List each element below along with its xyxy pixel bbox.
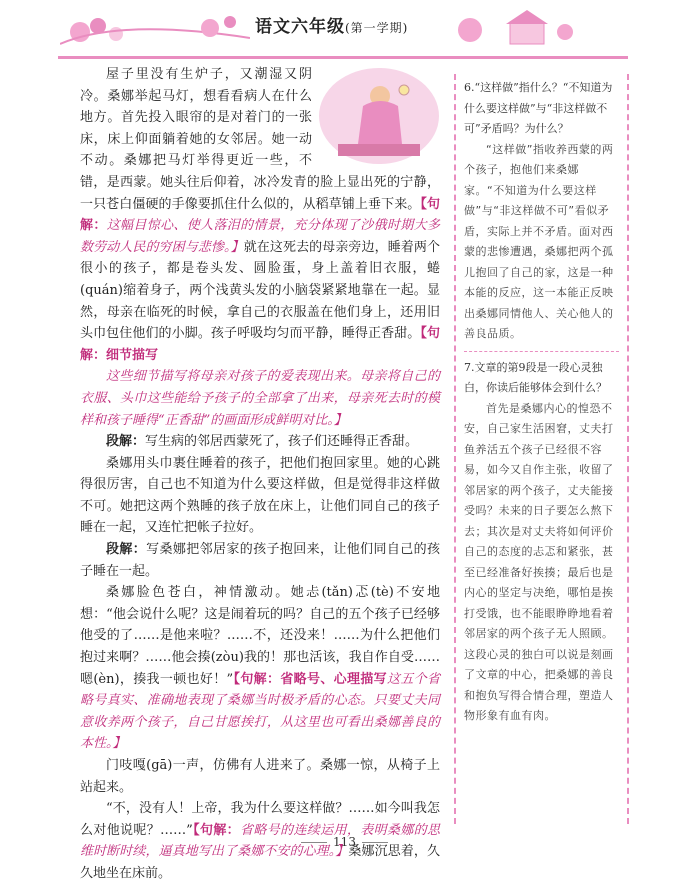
- sentence-note-label: 【句解：: [80, 196, 440, 234]
- page-header: [0, 0, 689, 70]
- page-number: 113: [333, 835, 356, 849]
- paragraph-summary-label: 段解：: [106, 542, 147, 558]
- floral-decoration-icon: [60, 8, 250, 46]
- question-7: 7.文章的第9段是一段心灵独白，你读后能够体会到什么？: [464, 360, 607, 394]
- paragraph-text: 门吱嘎(gā)一声，仿佛有人进来了。桑娜一惊，从椅子上站起来。: [80, 758, 440, 795]
- paragraph-text: 就在这死去的母亲旁边，睡着两个很小的孩子，都是卷头发、圆脸蛋，身上盖着旧衣服，蜷(quán)缩着身子，两个浅黄头发的小脑袋紧紧地靠在一起。显然，母亲在临死的时候，拿自己的衣服盖在他们身上，还用旧头巾包住他们的小脚。孩子呼吸均匀而平静，睡得正香甜。: [80, 239, 440, 342]
- answer-7: 首先是桑娜内心的惶恐不安，自己家生活困窘，丈夫打鱼养活五个孩子已经很不容易，如今又自作主张，收留了邻居家的两个孩子，丈夫能接受吗？未来的日子要怎么熬下去；其次是对丈夫将如何评价自己的态度的忐忑和紧张，甚至已经准备好挨揍；最后也是内心的坚定与决绝，哪怕是挨打受饿，也不能眼睁睁地看着邻居家的两个孩子无人照顾。这段心灵的独白可以说是刻画了文章的中心，把桑娜的善良和抱负写得合情合理，塑造人物形象有血有肉。: [464, 401, 614, 722]
- page-title: [255, 12, 408, 37]
- paragraph-summary-body: 写生病的邻居西蒙死了，孩子们还睡得正香甜。: [145, 434, 419, 450]
- question-6: 6.“这样做”指什么？“不知道为什么要这样做”与“非这样做不可”矛盾吗？为什么？: [464, 81, 613, 135]
- paragraph-2: [80, 453, 440, 539]
- page-footer: [0, 835, 689, 849]
- header-divider: [58, 56, 628, 59]
- sentence-note-body: 这些细节描写将母亲对孩子的爱表现出来。母亲将自己的衣服、头巾这些能给予孩子的全部拿了出来，母亲死去时的模样和孩子睡得“正香甜”的画面形成鲜明对比。】: [80, 369, 440, 428]
- paragraph-3: [80, 582, 440, 755]
- paragraph-4: [80, 755, 440, 798]
- paragraph-summary-body: 写桑娜把邻居家的孩子抱回来，让他们同自己的孩子睡在一起。: [80, 542, 440, 579]
- paragraph-1: [80, 64, 440, 366]
- paragraph-text: 桑娜用头巾裹住睡着的孩子，把他们抱回家里。她的心跳得很厉害，自己也不知道为什么要这样做，但是觉得非这样做不可。她把这两个熟睡的孩子放在床上，让他们同自己的孩子睡在一起，又连忙把帐子拉好。: [80, 455, 440, 536]
- sentence-note-body: 这五个省略号真实、准确地表现了桑娜当时极矛盾的心态。只要丈夫同意收养两个孩子，自己甘愿挨打，从这里也可看出桑娜善良的本性。】: [80, 671, 440, 752]
- illustration-image: [318, 66, 440, 166]
- paragraph-text: 桑娜沉思着，久久地坐在床前。: [80, 844, 440, 881]
- answer-6: “这样做”指收养西蒙的两个孩子，抱他们来桑娜家。“不知道为什么要这样做”与“非这样做不可”看似矛盾，实际上并不矛盾。面对西蒙的悲惨遭遇，桑娜把两个孤儿抱回了自己的家，这是一种本能的反应，这一本能正反映出桑娜同情他人、关心他人的善良品质。: [464, 142, 614, 340]
- book-title: 语文六年级: [255, 17, 345, 37]
- sentence-note-body: 这幅目惊心、使人落泪的情景，充分体现了沙俄时期大多数劳动人民的穷困与悲惨。】: [80, 218, 440, 255]
- paragraph-summary: [80, 431, 440, 453]
- main-text-column: [80, 64, 440, 885]
- paragraph-text: 桑娜脸色苍白，神情激动。她忐(tǎn)忑(tè)不安地想：“他会说什么呢？这是闹着玩的吗？自己的五个孩子已经够他受的了……是他来啦？……不，还没来！……为什么把他们抱过来啊？……他会揍(zòu)我的！那也活该，我自作自受……嗯(èn)，揍我一顿也好！”: [80, 585, 440, 687]
- sentence-note-label: 【句解：: [192, 822, 241, 838]
- paragraph-summary: [80, 539, 440, 582]
- semester-label: (第一学期): [345, 21, 409, 35]
- sentence-note-body: 省略号的连续运用，表明桑娜的思维时断时续，逼真地写出了桑娜不安的心理。】: [80, 822, 440, 860]
- paragraph-text: “不，没有人！上帝，我为什么要这样做？……如今叫我怎么对他说呢？……”: [80, 801, 440, 838]
- sentence-note-label: 【句解：细节描写: [80, 326, 440, 363]
- sentence-note-label: 【句解：省略号、心理描写: [233, 671, 387, 687]
- footer-rule-left: [301, 842, 327, 843]
- question-sidebar: [454, 74, 629, 824]
- paragraph-summary-label: 段解：: [106, 434, 146, 450]
- house-decoration-icon: [440, 8, 580, 46]
- note-paragraph: [80, 366, 440, 431]
- sidebar-divider: [464, 351, 619, 352]
- footer-rule-right: [362, 842, 388, 843]
- paragraph-text: 屋子里没有生炉子，又潮湿又阴冷。桑娜举起马灯，想看看病人在什么地方。首先投入眼帘的是对着门的一张床，床上仰面躺着她的女邻居。她一动不动。桑娜把马灯举得更近一些，不错，是西蒙。她头往后仰着，冰冷发青的脸上显出死的宁静，一只苍白僵硬的手像要抓住什么似的，从稻草铺上垂下来。: [80, 67, 440, 212]
